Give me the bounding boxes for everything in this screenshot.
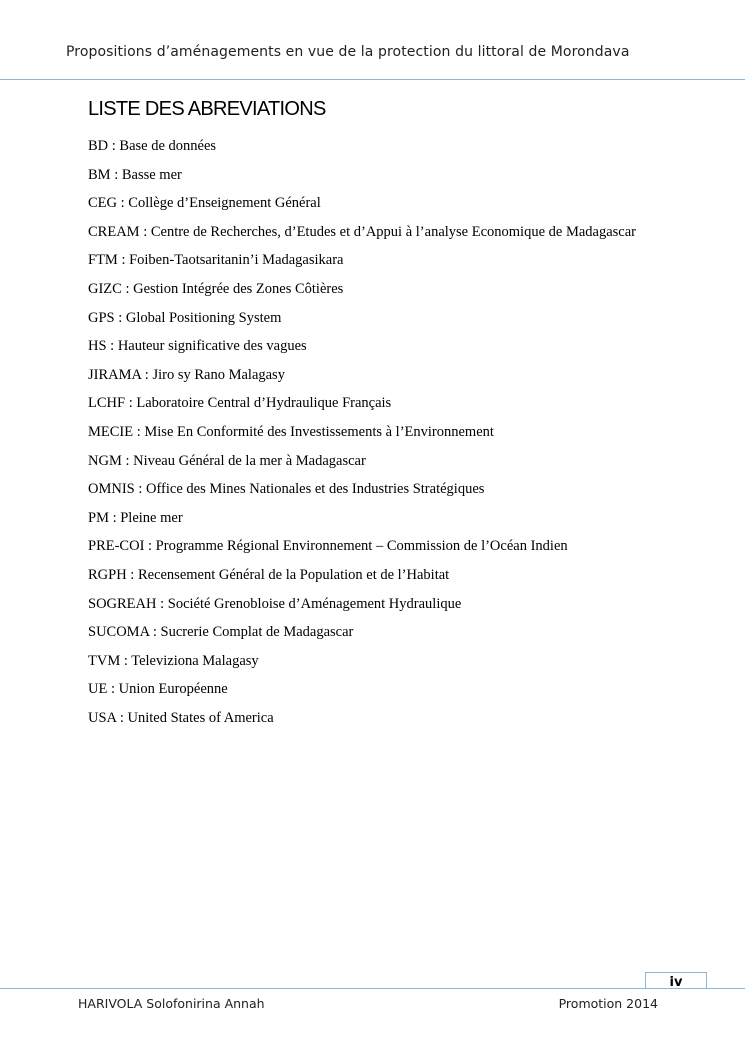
list-item: CREAM : Centre de Recherches, d’Etudes et d’Appui à l’analyse Economique de Madagascar xyxy=(88,223,636,240)
abbreviation-list xyxy=(88,136,636,736)
list-item: PM : Pleine mer xyxy=(88,509,183,526)
list-item: BD : Base de données xyxy=(88,138,217,154)
list-item: PRE-COI : Programme Régional Environnement – Commission de l’Océan Indien xyxy=(88,538,568,555)
list-item: SOGREAH : Société Grenobloise d’Aménagement Hydraulique xyxy=(88,595,462,612)
list-item: RGPH : Recensement Général de la Population et de l’Habitat xyxy=(88,566,450,583)
list-item: MECIE : Mise En Conformité des Investissements à l’Environnement xyxy=(88,423,494,440)
footer-author: HARIVOLA Solofonirina Annah xyxy=(78,996,265,1011)
page-title: LISTE DES ABREVIATIONS xyxy=(88,98,326,120)
list-item: HS : Hauteur significative des vagues xyxy=(88,338,307,355)
list-item: GIZC : Gestion Intégrée des Zones Côtières xyxy=(88,280,344,297)
header-divider xyxy=(0,79,745,80)
list-item: NGM : Niveau Général de la mer à Madagascar xyxy=(88,452,366,469)
list-item: OMNIS : Office des Mines Nationales et des Industries Stratégiques xyxy=(88,481,485,498)
list-item: JIRAMA : Jiro sy Rano Malagasy xyxy=(88,366,285,383)
list-item: FTM : Foiben-Taotsaritanin’i Madagasikara xyxy=(88,252,344,269)
footer-divider xyxy=(0,988,745,989)
list-item: LCHF : Laboratoire Central d’Hydraulique Français xyxy=(88,395,392,412)
page-number: iv xyxy=(645,972,707,989)
list-item: SUCOMA : Sucrerie Complat de Madagascar xyxy=(88,624,354,641)
list-item: USA : United States of America xyxy=(88,709,274,726)
running-header: Propositions d’aménagements en vue de la protection du littoral de Morondava xyxy=(66,44,630,60)
list-item: UE : Union Européenne xyxy=(88,681,228,698)
list-item: TVM : Televiziona Malagasy xyxy=(88,652,259,669)
footer-promotion: Promotion 2014 xyxy=(558,996,658,1011)
list-item: CEG : Collège d’Enseignement Général xyxy=(88,195,321,212)
list-item: BM : Basse mer xyxy=(88,166,182,183)
list-item: GPS : Global Positioning System xyxy=(88,309,282,326)
